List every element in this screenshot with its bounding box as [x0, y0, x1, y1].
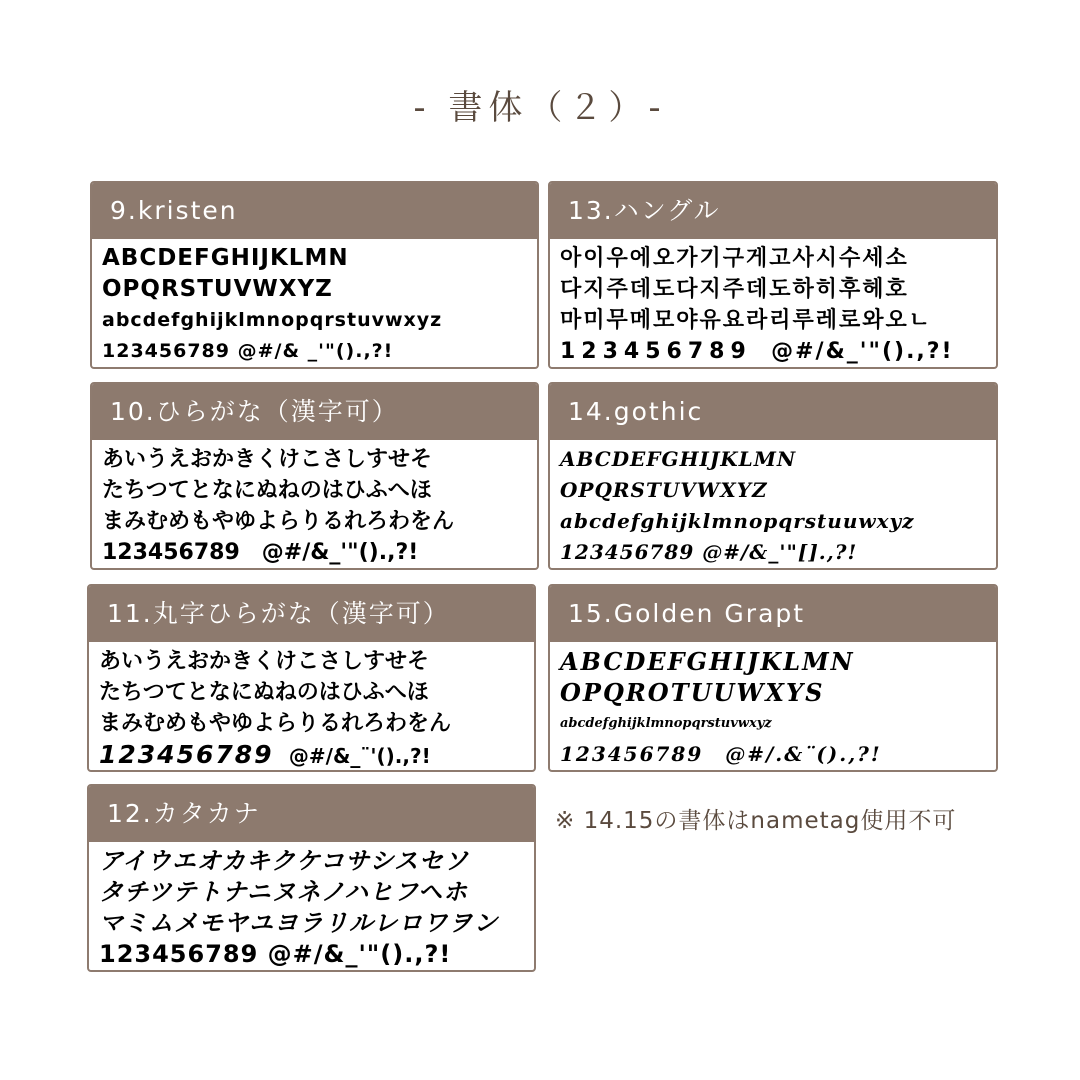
sample-digits: 123456789 — [560, 339, 752, 364]
font-card-header: 13.ハングル — [550, 183, 996, 239]
font-card-header: 14.gothic — [550, 384, 996, 440]
font-card-hiragana — [90, 382, 539, 570]
font-card-golden-grapt — [548, 584, 998, 772]
sample-symbols: @#/&_¨'().,?! — [288, 744, 431, 768]
sample-uppercase-1: ABCDEFGHIJKLMN — [560, 447, 797, 471]
font-card-kristen — [90, 181, 539, 369]
sample-line-3: 마미무메모야유요라리루레로와오ㄴ — [560, 308, 933, 333]
font-sample — [550, 239, 996, 367]
font-card-header: 11.丸字ひらがな（漢字可） — [89, 586, 534, 642]
font-card-gothic — [548, 382, 998, 570]
font-card-header: 15.Golden Grapt — [550, 586, 996, 642]
font-sample — [92, 239, 537, 367]
sample-digits-symbols — [560, 336, 996, 367]
sample-digits-symbols: 123456789 @#/& _'"().,?! — [102, 340, 394, 362]
sample-uppercase-2: OPQRSTUVWXYZ — [102, 276, 333, 302]
font-card-katakana — [87, 784, 536, 972]
sample-line-1: アイウエオカキクケコサシスセソ — [99, 847, 469, 875]
sample-digits-symbols: 123456789 @#/&_'"().,?! — [99, 940, 452, 968]
font-sample — [89, 642, 534, 772]
sample-lowercase: abcdefghijklmnopqrstuvwxyz — [560, 716, 772, 731]
sample-digits: 123456789 — [99, 740, 274, 769]
font-card-maru-hiragana — [87, 584, 536, 772]
sample-uppercase-1: ABCDEFGHIJKLMN — [560, 647, 855, 676]
sample-uppercase-2: OPQROTUUWXYS — [560, 678, 825, 707]
sample-digits-symbols — [99, 739, 534, 772]
sample-line-2: タチツテトナニヌネノハヒフヘホ — [99, 878, 468, 906]
font-card-header: 10.ひらがな（漢字可） — [92, 384, 537, 440]
sample-line-1: 아이우에오가기구게고사시수세소 — [560, 246, 909, 271]
sample-line-2: たちつてとなにぬねのはひふへほ — [102, 478, 432, 503]
sample-uppercase-1: ABCDEFGHIJKLMN — [102, 245, 349, 271]
sample-line-3: まみむめもやゆよらりるれろわをん — [99, 711, 452, 736]
font-sample — [550, 440, 996, 568]
sample-line-3: マミムメモヤユヨラリルレロワヲン — [99, 909, 499, 937]
sample-line-3: まみむめもやゆよらりるれろわをん — [102, 509, 455, 534]
sample-line-1: あいうえおかきくけこさしすせそ — [102, 447, 433, 472]
usage-note: ※ 14.15の書体はnametag使用不可 — [555, 808, 957, 834]
font-card-header: 12.カタカナ — [89, 786, 534, 842]
font-sample — [92, 440, 537, 568]
page-title: - 書体（２）- — [413, 88, 667, 128]
sample-lowercase: abcdefghijklmnopqrstuuwxyz — [560, 509, 915, 533]
sample-digits-symbols: 123456789 @#/&_'"[].,?! — [560, 540, 858, 564]
sample-line-2: 다지주데도다지주데도하히후헤호 — [560, 277, 909, 302]
sample-digits-symbols: 123456789 @#/.&¨().,?! — [560, 742, 882, 766]
font-sample — [550, 642, 996, 770]
sample-symbols: @#/&_'"().,?! — [771, 339, 954, 364]
font-card-header: 9.kristen — [92, 183, 537, 239]
sample-uppercase-2: OPQRSTUVWXYZ — [560, 478, 768, 502]
sample-line-1: あいうえおかきくけこさしすせそ — [99, 649, 430, 674]
font-sample — [89, 842, 534, 970]
sample-lowercase: abcdefghijklmnopqrstuvwxyz — [102, 309, 443, 331]
sample-digits-symbols: 123456789 @#/&_'"().,?! — [102, 540, 419, 565]
sample-line-2: たちつてとなにぬねのはひふへほ — [99, 680, 429, 705]
font-card-hangul — [548, 181, 998, 369]
